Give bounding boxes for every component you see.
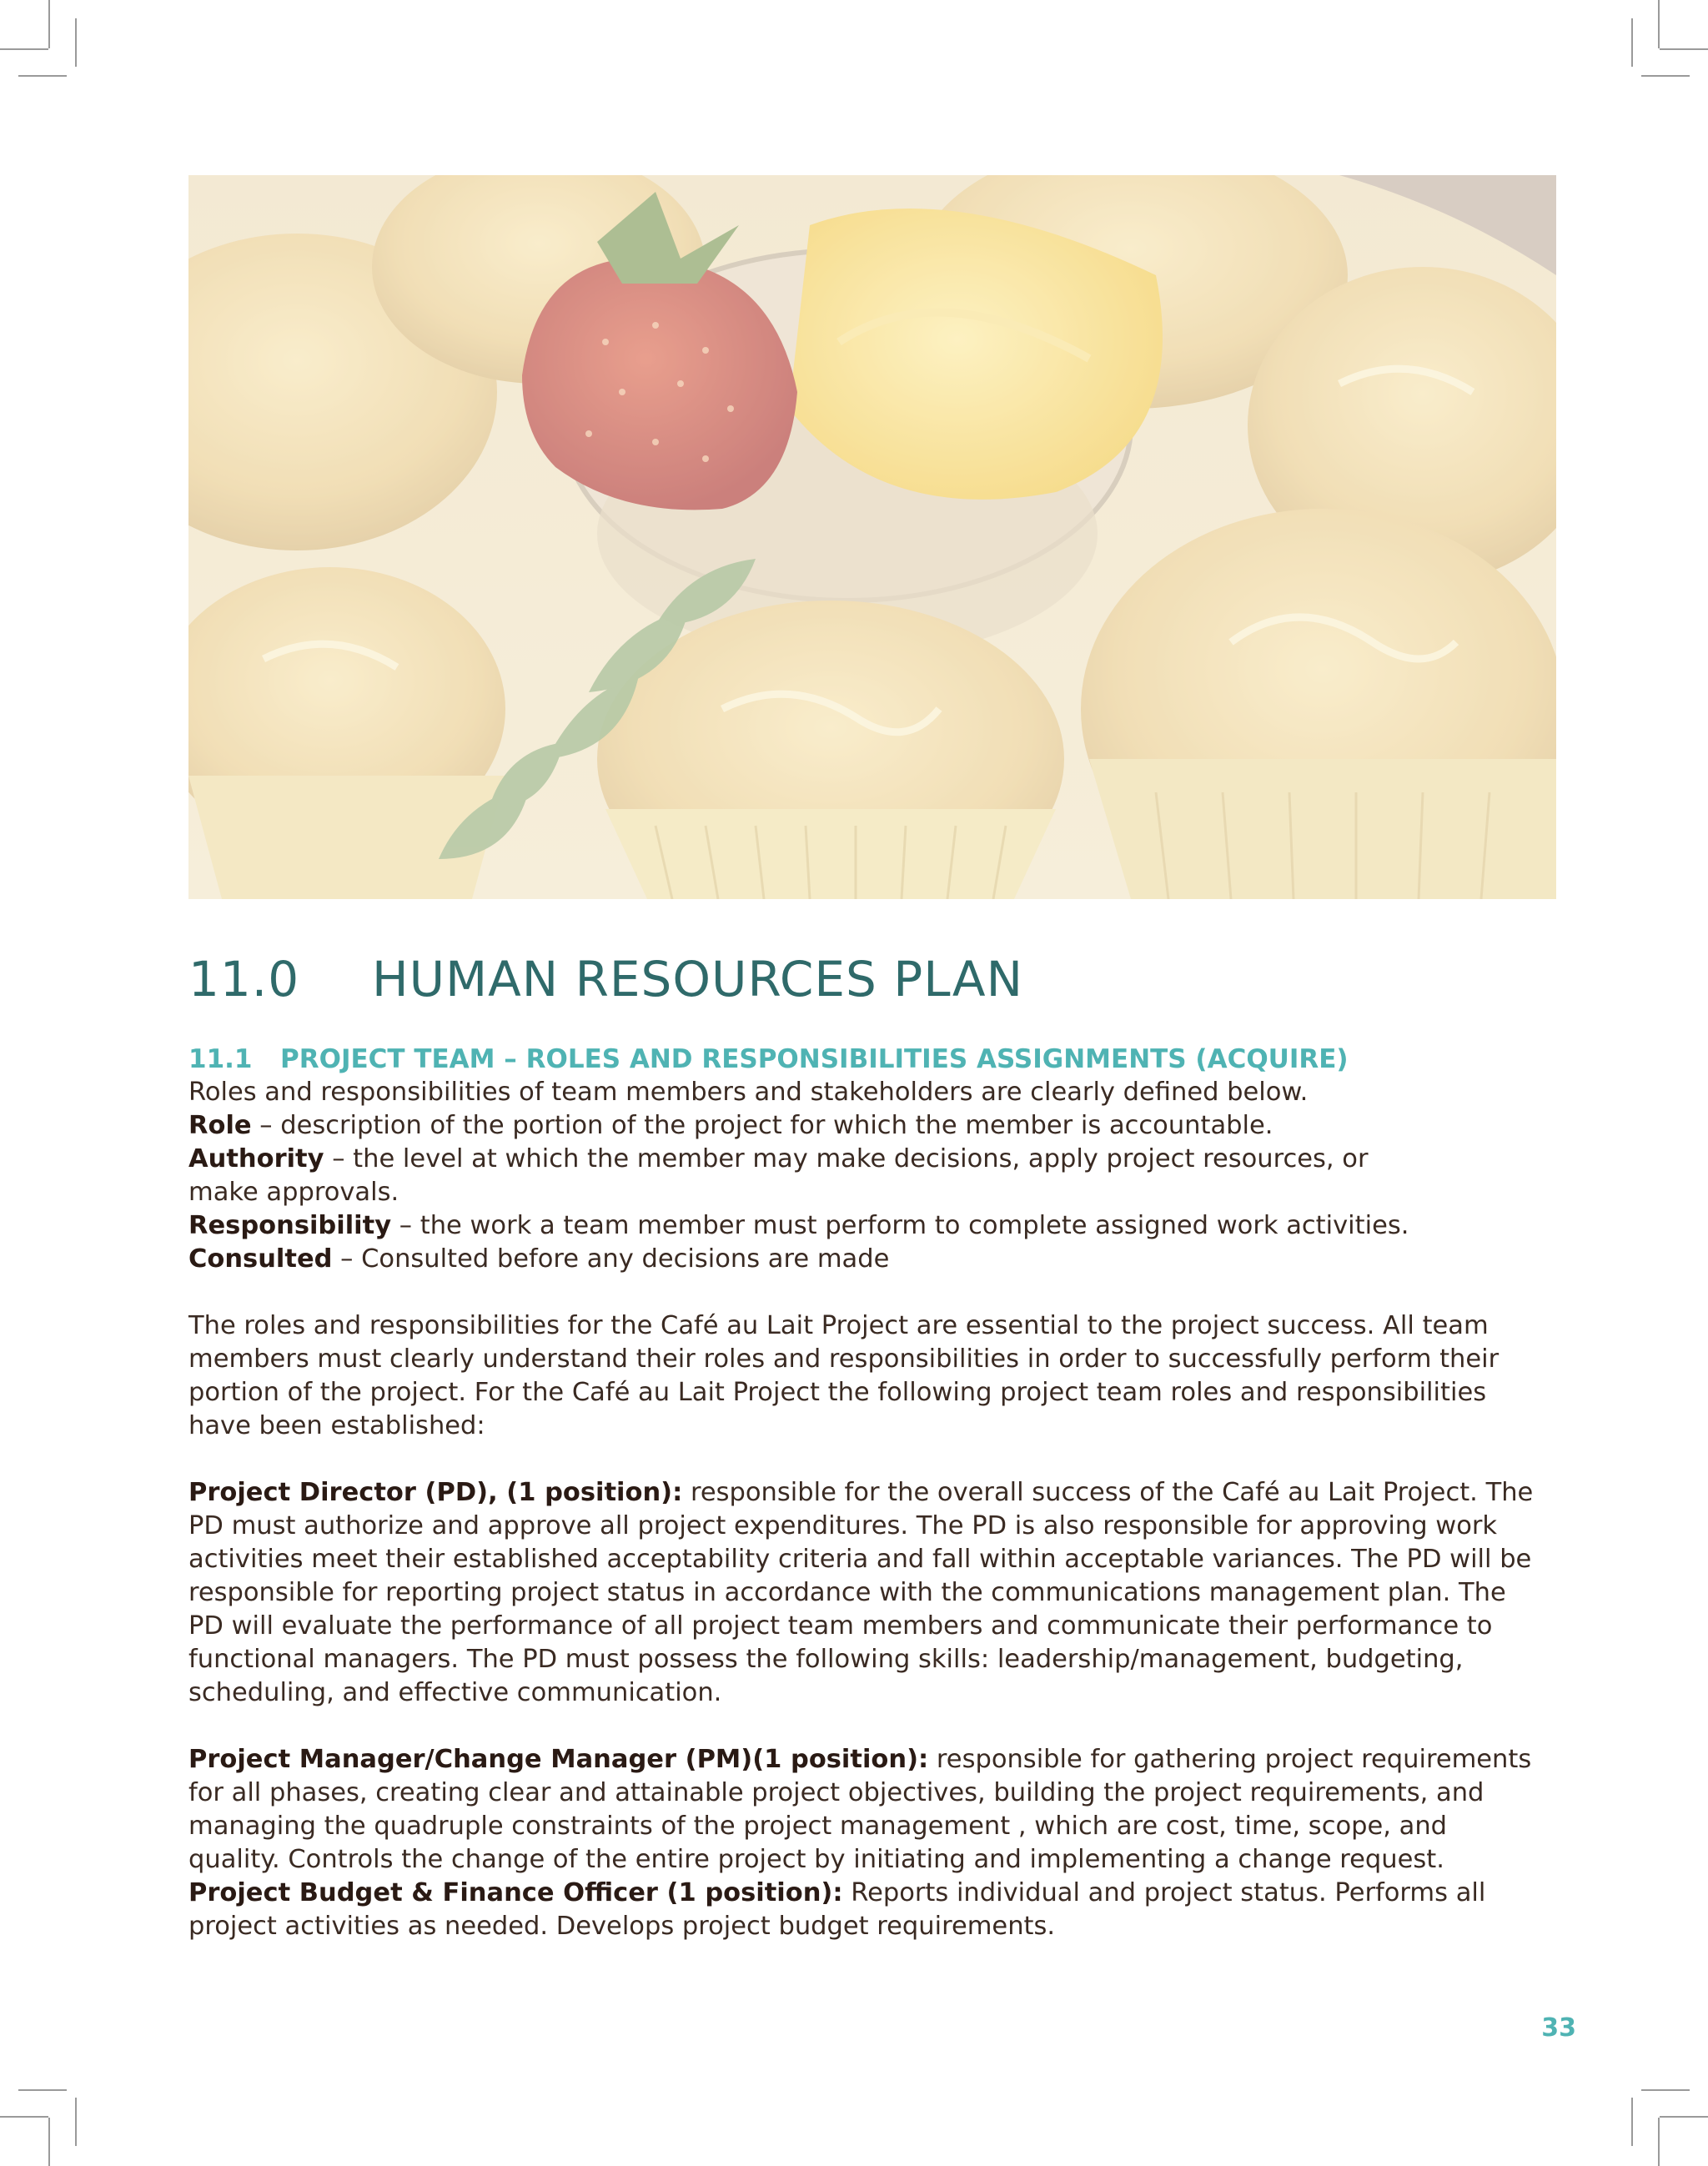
definition-term: Responsibility [188,1211,392,1240]
definition-term: Consulted [188,1244,333,1274]
crop-mark [18,75,67,77]
intro-paragraph: Roles and responsibilities of team members and stakeholders are clearly defined below. [188,1078,1309,1107]
definition-responsibility [188,1209,1540,1243]
role-title: Project Manager/Change Manager (PM)(1 position): [188,1745,929,1774]
crop-mark [1660,2116,1708,2118]
section-number: 11.0 [188,951,300,1008]
definition-consulted [188,1243,1540,1276]
crop-mark [48,2118,50,2166]
role-title: Project Budget & Finance Officer (1 position): [188,1878,843,1907]
definition-text: – the work a team member must perform to complete assigned work activities. [391,1211,1409,1240]
crop-mark [1660,48,1708,50]
muffins-photo [188,175,1556,899]
subsection-heading [188,1043,1540,1076]
crop-mark [75,2098,77,2146]
role-description: Reports individual and project status. Performs all project activities as needed. Develops project budget requirements. [188,1878,1486,1941]
definition-text: – the level at which the member may make decisions, apply project resources, or make approvals. [188,1144,1369,1207]
definition-text: – description of the portion of the project for which the member is accountable. [251,1111,1273,1140]
role-budget-finance-officer [188,1877,1540,1943]
crop-mark [0,48,48,50]
definition-term: Role [188,1111,252,1140]
crop-mark [18,2089,67,2091]
role-project-manager [188,1743,1540,1877]
section-title: HUMAN RESOURCES PLAN [372,951,1023,1008]
crop-mark [1641,75,1690,77]
main-content [188,951,1540,1943]
subsection-number: 11.1 [188,1044,253,1074]
definition-authority [188,1143,1439,1209]
crop-mark [1658,2118,1660,2166]
crop-mark [1631,2098,1633,2146]
definition-text: – Consulted before any decisions are made [332,1244,890,1274]
subsection-title: PROJECT TEAM – ROLES AND RESPONSIBILITIES ASSIGNMENTS (ACQUIRE) [280,1044,1349,1074]
definition-role [188,1109,1540,1143]
crop-mark [48,0,50,48]
crop-mark [75,18,77,67]
definition-term: Authority [188,1144,324,1173]
role-description: responsible for gathering project requirements for all phases, creating clear and attainable project objectives, building the project requirements, and managing the quadruple constraints of the project management , which are cost, time, scope, and quality. Controls the change of the entire project by initiating and implementing a change request. [188,1745,1532,1874]
page-number: 33 [1541,2013,1576,2043]
crop-mark [0,2116,48,2118]
role-description: responsible for the overall success of the Café au Lait Project. The PD must authorize and approve all project expenditures. The PD is also responsible for approving work activities meet their established acceptability criteria and fall within acceptable variances. The PD will be responsible for reporting project status in accordance with the communications management plan. The PD will evaluate the performance of all project team members and communicate their performance to functional managers. The PD must possess the following skills: leadership/management, budgeting, scheduling, and effective communication. [188,1478,1534,1707]
overview-paragraph: The roles and responsibilities for the Café au Lait Project are essential to the project success. All team members must clearly understand their roles and responsibilities in order to successfully perform their portion of the project. For the Café au Lait Project the following project team roles and responsibilities have been established: [188,1311,1500,1440]
section-heading [188,951,1540,1008]
crop-mark [1658,0,1660,48]
role-title: Project Director (PD), (1 position): [188,1478,683,1507]
role-project-director [188,1476,1540,1710]
hero-image [188,175,1556,899]
crop-mark [1641,2089,1690,2091]
crop-mark [1631,18,1633,67]
